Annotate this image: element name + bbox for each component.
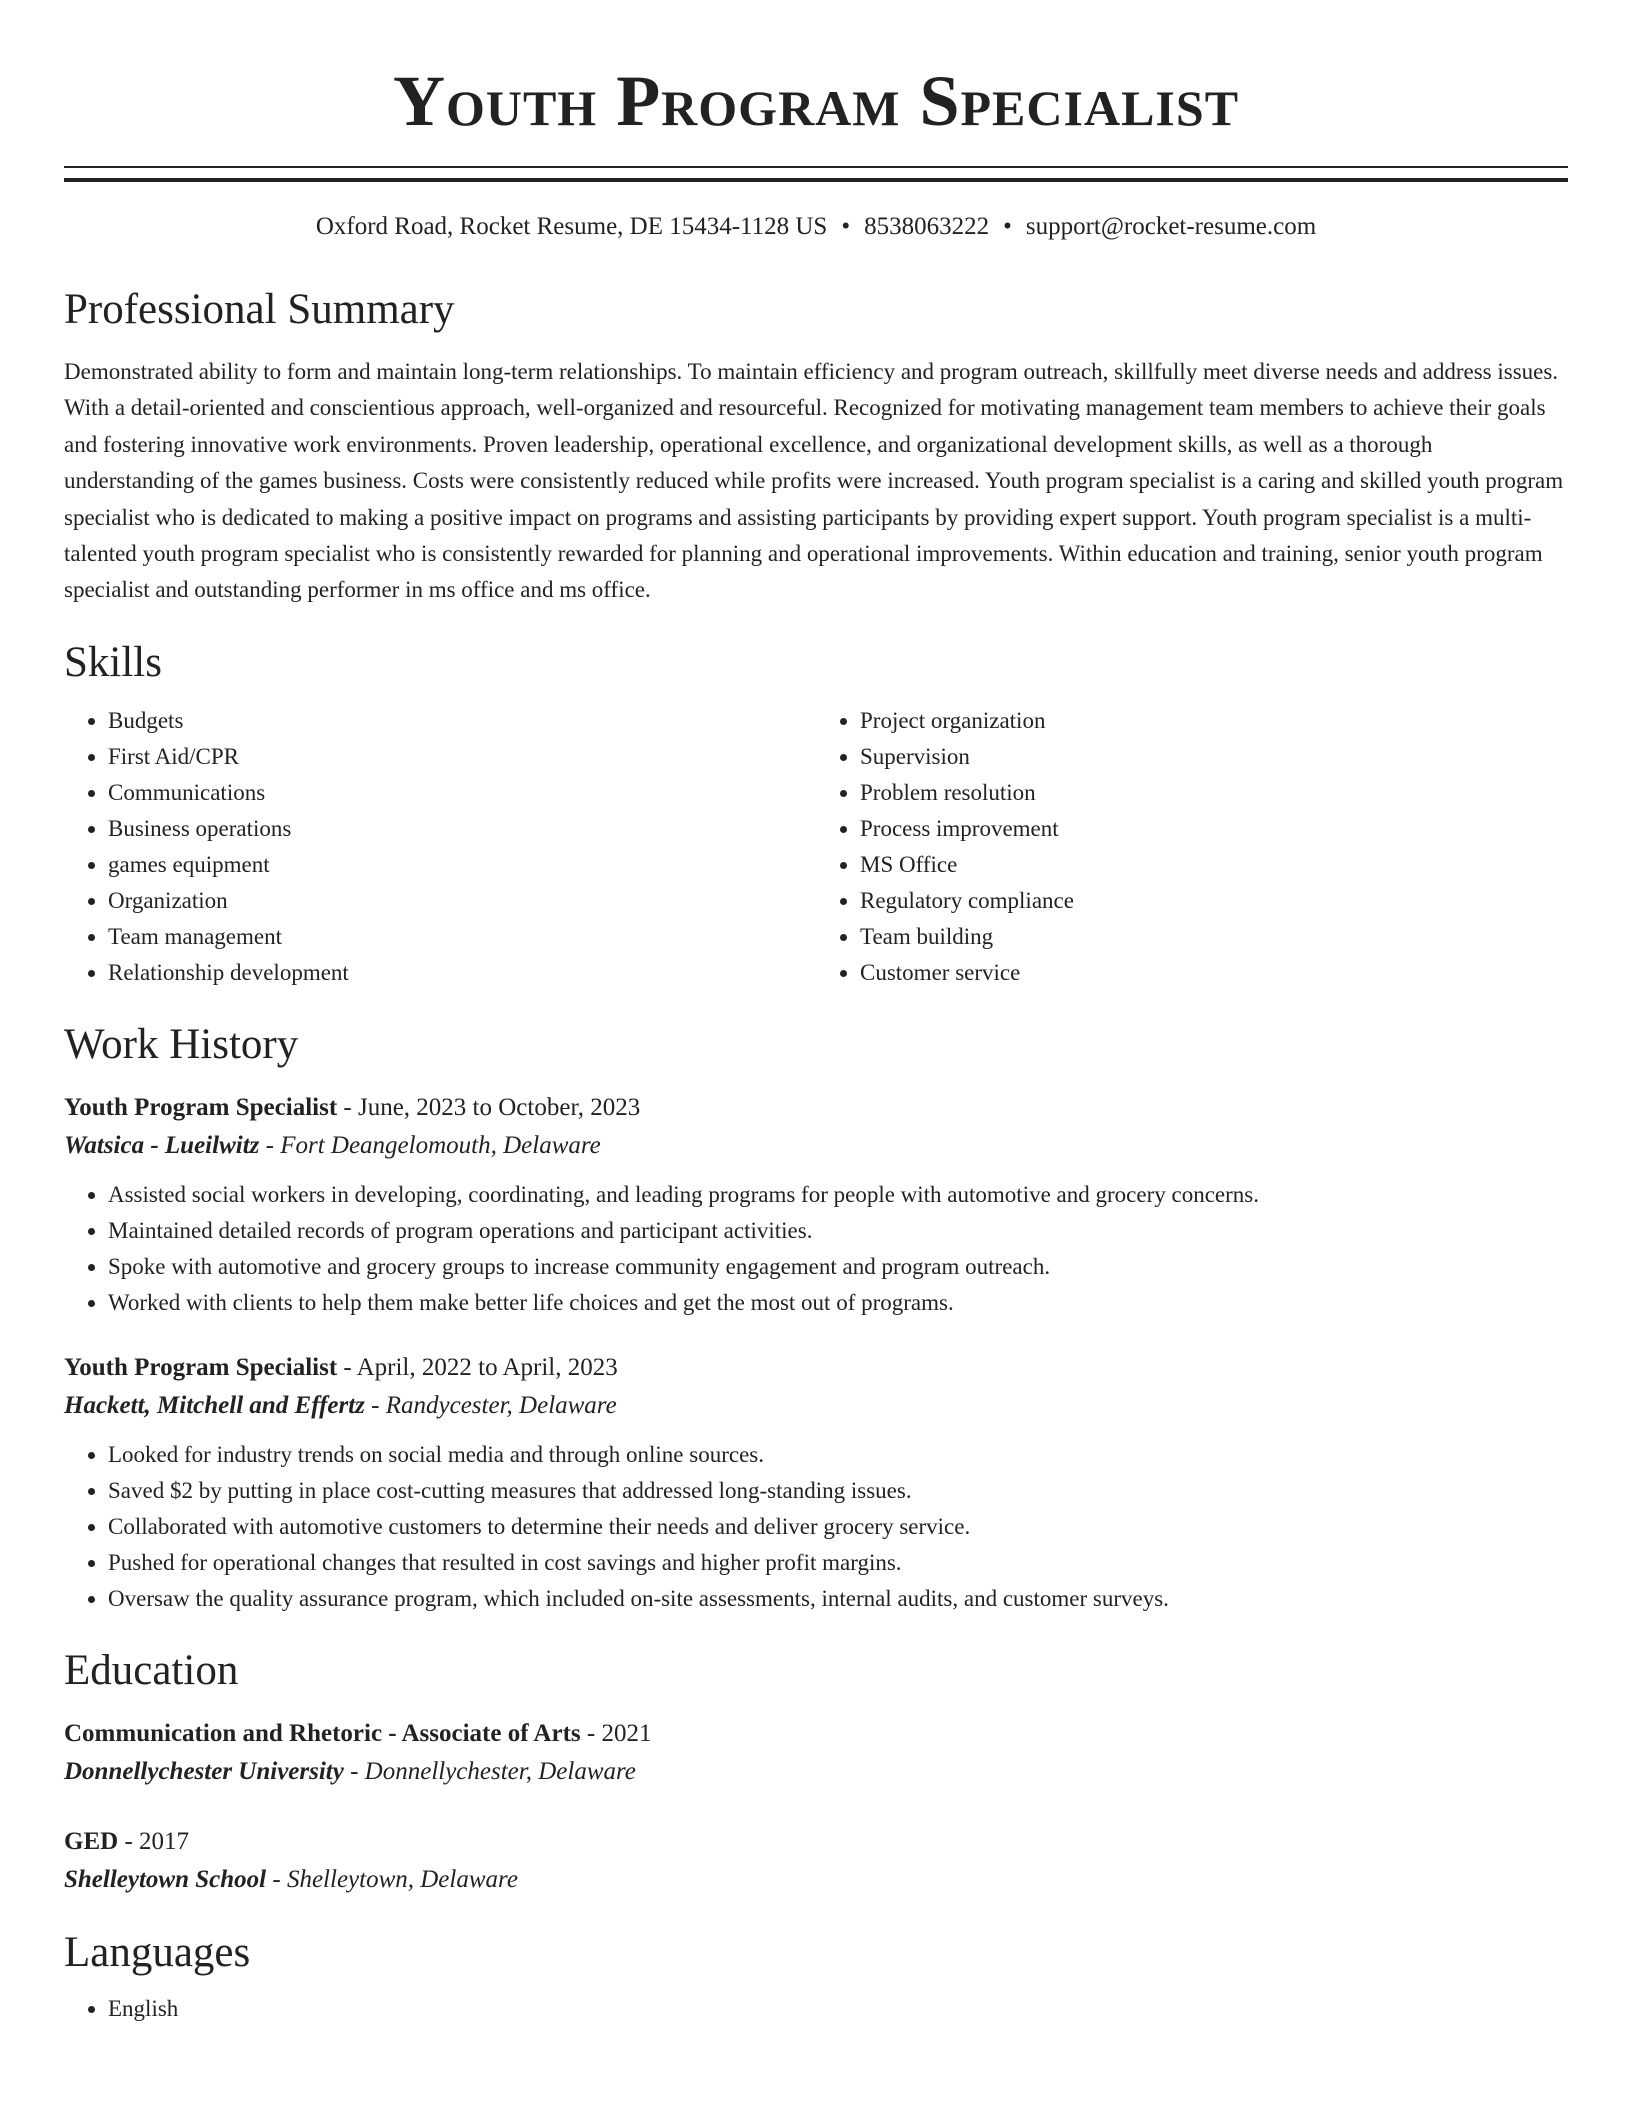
skills-list-left (64, 703, 816, 991)
job-location: Randycester, Delaware (385, 1391, 617, 1419)
skill-item: • Organization (108, 883, 816, 919)
job-role: Youth Program Specialist (64, 1093, 338, 1121)
skill-item: • Supervision (860, 739, 1568, 775)
skill-item: • Project organization (860, 703, 1568, 739)
skill-item: • First Aid/CPR (108, 739, 816, 775)
skill-item: • Customer service (860, 955, 1568, 991)
skills-columns (64, 703, 1568, 991)
job-title-line: Youth Program Specialist - April, 2022 to April, 2023 (64, 1353, 618, 1381)
summary-heading: Professional Summary (64, 286, 455, 333)
education-degree: GED (64, 1827, 119, 1855)
contact-line (64, 210, 1568, 244)
education-year: 2017 (139, 1827, 190, 1855)
job-bullet: • Assisted social workers in developing, coordinating, and leading programs for people with automotive and grocery concerns. (108, 1177, 1568, 1213)
resume-name: Youth Program Specialist (392, 61, 1240, 141)
job-bullet: • Saved $2 by putting in place cost-cutting measures that addressed long-standing issues. (108, 1473, 1568, 1509)
skill-item: • Budgets (108, 703, 816, 739)
job-entry (64, 1089, 1568, 1321)
languages-list (64, 1991, 1568, 2027)
skill-item: • Team building (860, 919, 1568, 955)
education-location: Donnellychester, Delaware (364, 1757, 636, 1785)
skill-item: • MS Office (860, 847, 1568, 883)
skill-item: • Relationship development (108, 955, 816, 991)
skill-item: • Problem resolution (860, 775, 1568, 811)
education-year: 2021 (601, 1719, 652, 1747)
education-degree-line: Communication and Rhetoric - Associate of Arts - 2021 (64, 1719, 652, 1747)
contact-separator: • (841, 213, 851, 240)
skills-list-right (816, 703, 1568, 991)
education-entry (64, 1715, 1568, 1791)
language-item: • English (108, 1991, 1568, 2027)
job-location: Fort Deangelomouth, Delaware (280, 1131, 601, 1159)
job-bullets (64, 1437, 1568, 1617)
skill-item: • Communications (108, 775, 816, 811)
education-school: Shelleytown School (64, 1865, 267, 1893)
header-divider (64, 166, 1568, 182)
job-title-line: Youth Program Specialist - June, 2023 to October, 2023 (64, 1093, 641, 1121)
job-company-line: Hackett, Mitchell and Effertz - Randycester, Delaware (64, 1391, 617, 1419)
contact-email: support@rocket-resume.com (1025, 213, 1317, 240)
education-school: Donnellychester University (64, 1757, 344, 1785)
skills-heading: Skills (64, 638, 162, 686)
education-degree-line: GED - 2017 (64, 1827, 190, 1855)
job-bullet: • Collaborated with automotive customers to determine their needs and deliver grocery service. (108, 1509, 1568, 1545)
education-school-line: Shelleytown School - Shelleytown, Delaware (64, 1865, 518, 1893)
job-dates: June, 2023 to October, 2023 (357, 1093, 641, 1121)
job-bullet: • Maintained detailed records of program operations and participant activities. (108, 1213, 1568, 1249)
education-location: Shelleytown, Delaware (286, 1865, 518, 1893)
job-bullet: • Spoke with automotive and grocery groups to increase community engagement and program outreach. (108, 1249, 1568, 1285)
job-bullet: • Worked with clients to help them make better life choices and get the most out of programs. (108, 1285, 1568, 1321)
skill-item: • Team management (108, 919, 816, 955)
skill-item: • Business operations (108, 811, 816, 847)
education-heading: Education (64, 1646, 239, 1694)
contact-separator: • (1003, 213, 1012, 240)
job-role: Youth Program Specialist (64, 1353, 338, 1381)
skill-item: • Regulatory compliance (860, 883, 1568, 919)
job-company-line: Watsica - Lueilwitz - Fort Deangelomouth, Delaware (64, 1131, 601, 1159)
job-bullets (64, 1177, 1568, 1321)
job-bullet: • Looked for industry trends on social media and through online sources. (108, 1437, 1568, 1473)
education-degree: Communication and Rhetoric - Associate of Arts (64, 1719, 581, 1747)
job-entry (64, 1349, 1568, 1617)
job-bullet: • Pushed for operational changes that resulted in cost savings and higher profit margins. (108, 1545, 1568, 1581)
job-company: Hackett, Mitchell and Effertz (64, 1391, 365, 1419)
education-entry (64, 1823, 1568, 1899)
skill-item: • games equipment (108, 847, 816, 883)
languages-heading: Languages (64, 1928, 251, 1976)
work-history-heading: Work History (64, 1020, 299, 1068)
job-bullet: • Oversaw the quality assurance program, which included on-site assessments, internal audits, and customer surveys. (108, 1581, 1568, 1617)
contact-address: Oxford Road, Rocket Resume, DE 15434-1128 US (315, 213, 828, 240)
job-company: Watsica - Lueilwitz (64, 1131, 260, 1159)
skill-item: • Process improvement (860, 811, 1568, 847)
job-dates: April, 2022 to April, 2023 (356, 1353, 618, 1381)
contact-phone: 8538063222 (864, 213, 990, 240)
summary-text: Demonstrated ability to form and maintain long-term relationships. To maintain efficiency and program outreach, skillfully meet diverse needs and address issues. With a detail-oriented and conscientious approach, well-organized and resourceful. Recognized for motivating management team members to achieve their goals and fostering innovative work environments. Proven leadership, operational excellence, and organizational development skills, as well as a thorough understanding of the games business. Costs were consistently reduced while profits were increased. Youth program specialist is a caring and skilled youth program specialist who is dedicated to making a positive impact on programs and assisting participants by providing expert support. Youth program specialist is a multi-talented youth program specialist who is consistently rewarded for planning and operational improvements. Within education and training, senior youth program specialist and outstanding performer in ms office and ms office. (64, 359, 1564, 603)
education-school-line: Donnellychester University - Donnellychester, Delaware (64, 1757, 636, 1785)
